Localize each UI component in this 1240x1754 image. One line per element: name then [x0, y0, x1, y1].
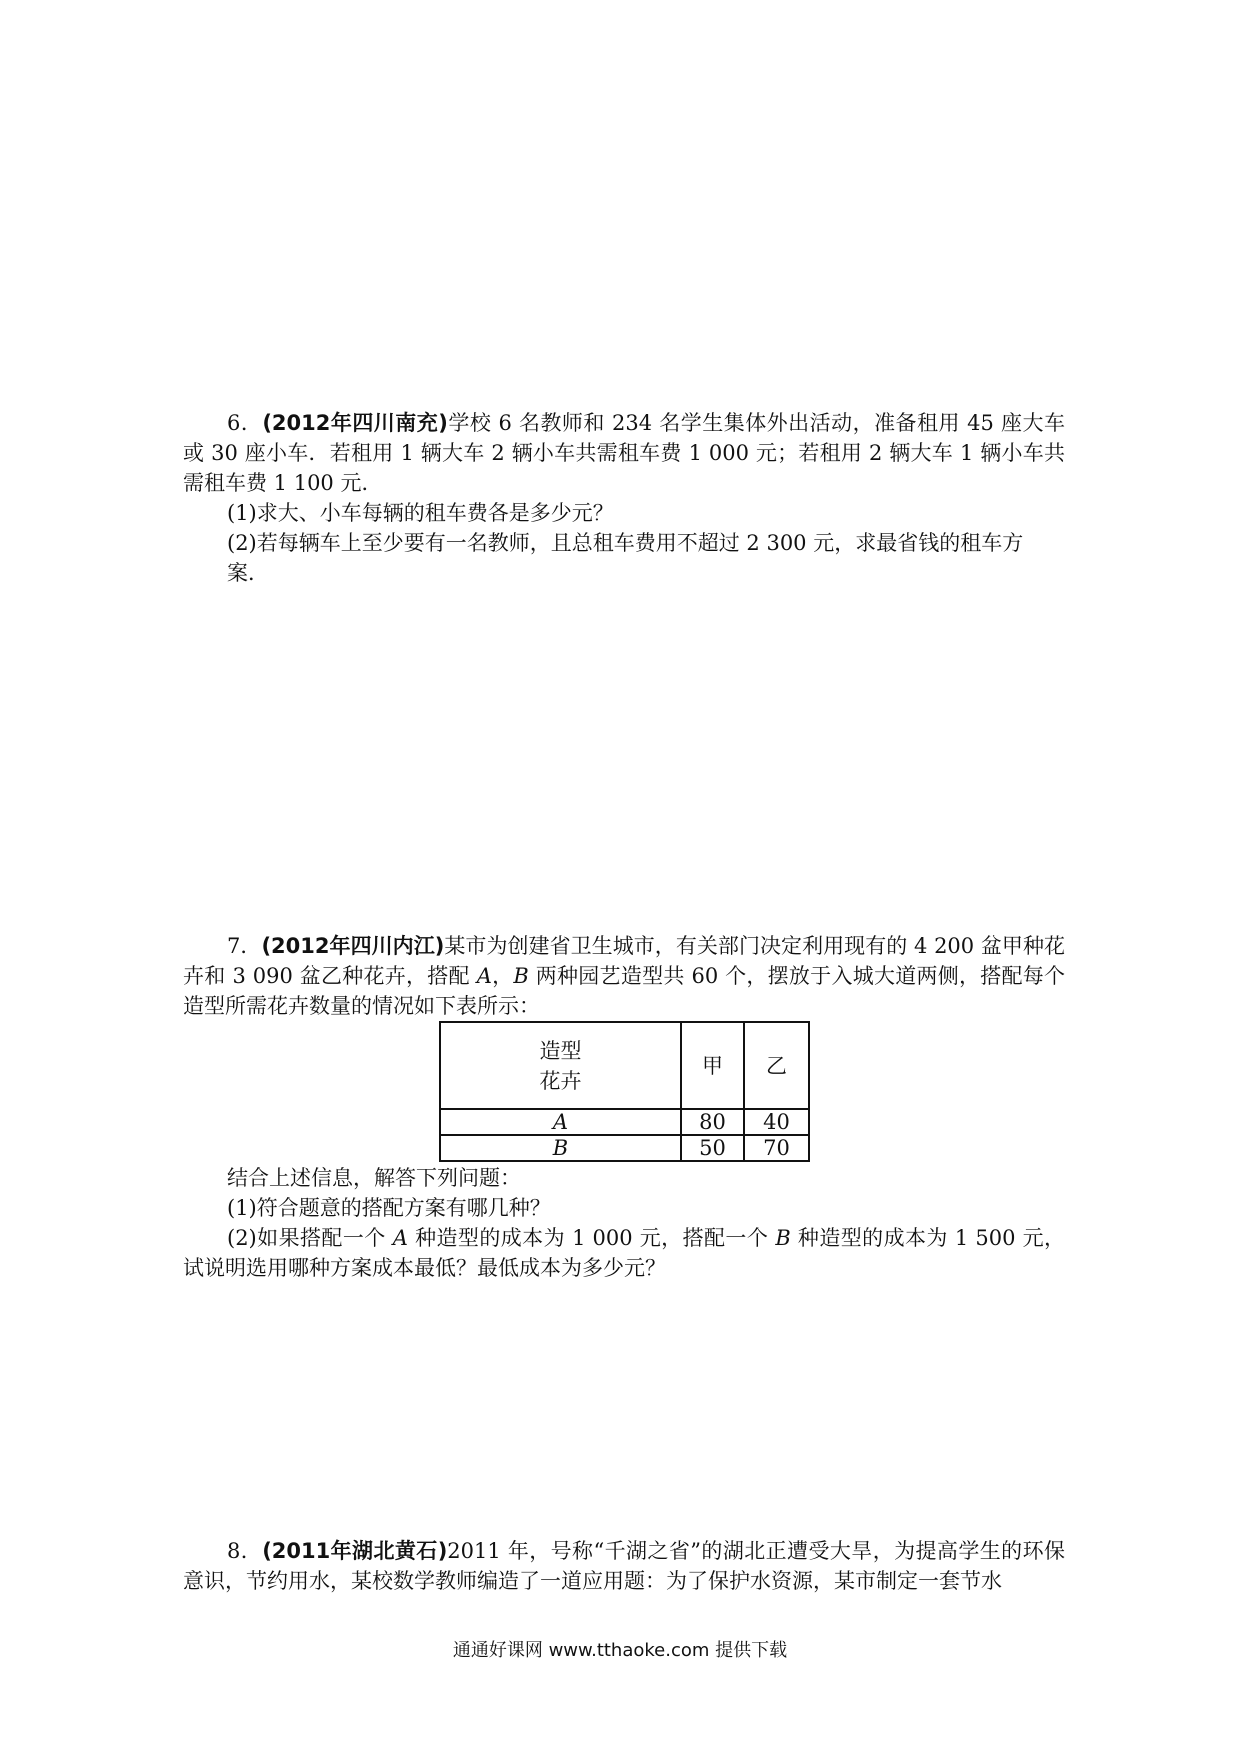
cell-value: 40: [744, 1109, 809, 1135]
page-footer: 通通好课网 www.tthaoke.com 提供下载: [452, 1640, 788, 1661]
question-6: [183, 408, 1065, 588]
question-7-stem: [183, 931, 1065, 1021]
question-7-part-2-var-a: A: [392, 1226, 408, 1250]
question-7-var-a: A: [476, 964, 492, 988]
header-flower: 花卉: [539, 1068, 582, 1093]
question-7-part-1: (1)符合题意的搭配方案有哪几种？: [227, 1196, 551, 1220]
question-8-stem: [183, 1536, 1065, 1596]
table-header-row: [440, 1022, 809, 1109]
question-7-part-2-b: 种造型的成本为 1 000 元，搭配一个: [407, 1226, 776, 1250]
question-7-part-2: [183, 1223, 1065, 1283]
question-7-part-2-var-b: B: [775, 1226, 791, 1250]
question-7-var-b: B: [513, 964, 529, 988]
table-row: [440, 1135, 809, 1161]
cell-value: 70: [744, 1135, 809, 1161]
row-label: A: [440, 1109, 681, 1135]
question-7-number: 7．: [227, 934, 262, 958]
question-7-text-c: 两种园艺造型共 60 个，摆放于入城大道两侧，搭配每个造型所需花卉数量的情况如下表所示：: [183, 964, 1065, 1018]
question-6-part-1: (1)求大、小车每辆的租车费各是多少元？: [227, 501, 614, 525]
table-row: [440, 1109, 809, 1135]
question-7-source: (2012年四川内江): [261, 934, 445, 958]
table-corner-header: [440, 1022, 681, 1109]
question-8-number: 8．: [227, 1539, 263, 1563]
question-7-text-b: ，: [491, 964, 514, 988]
column-header-yi: 乙: [744, 1022, 809, 1109]
row-label: B: [440, 1135, 681, 1161]
cell-value: 80: [681, 1109, 744, 1135]
flower-table-wrapper: [439, 1021, 810, 1162]
question-6-number: 6．: [227, 411, 263, 435]
question-8-text: 2011 年，号称“千湖之省”的湖北正遭受大旱，为提高学生的环保意识，节约用水，某校数学教师编造了一道应用题：为了保护水资源，某市制定一套节水: [183, 1539, 1065, 1593]
question-6-source: (2012年四川南充): [262, 411, 448, 435]
header-shape: 造型: [539, 1038, 582, 1063]
question-7-text-a: 某市为创建省卫生城市，有关部门决定利用现有的 4 200 盆甲种花卉和 3 090 盆乙种花卉，搭配: [183, 934, 1065, 988]
question-8: [183, 1536, 1065, 1596]
question-7-intro: 结合上述信息，解答下列问题：: [227, 1166, 521, 1190]
question-6-part-2: (2)若每辆车上至少要有一名教师，且总租车费用不超过 2 300 元，求最省钱的租车方案．: [227, 531, 1024, 585]
question-8-source: (2011年湖北黄石): [262, 1539, 448, 1563]
question-6-stem: [183, 408, 1065, 498]
question-7: [183, 931, 1065, 1021]
question-7-part-2-c: 种造型的成本为 1 500 元，试说明选用哪种方案成本最低？最低成本为多少元？: [183, 1226, 1065, 1280]
flower-table: [439, 1021, 810, 1162]
question-7-after-table: [183, 1163, 1065, 1283]
column-header-jia: 甲: [681, 1022, 744, 1109]
cell-value: 50: [681, 1135, 744, 1161]
question-7-part-2-a: (2)如果搭配一个: [227, 1226, 393, 1250]
question-6-text: 学校 6 名教师和 234 名学生集体外出活动，准备租用 45 座大车或 30 座小车．若租用 1 辆大车 2 辆小车共需租车费 1 000 元；若租用 2 辆大车 1 辆小车共需租车费 1 100 元．: [183, 411, 1065, 495]
